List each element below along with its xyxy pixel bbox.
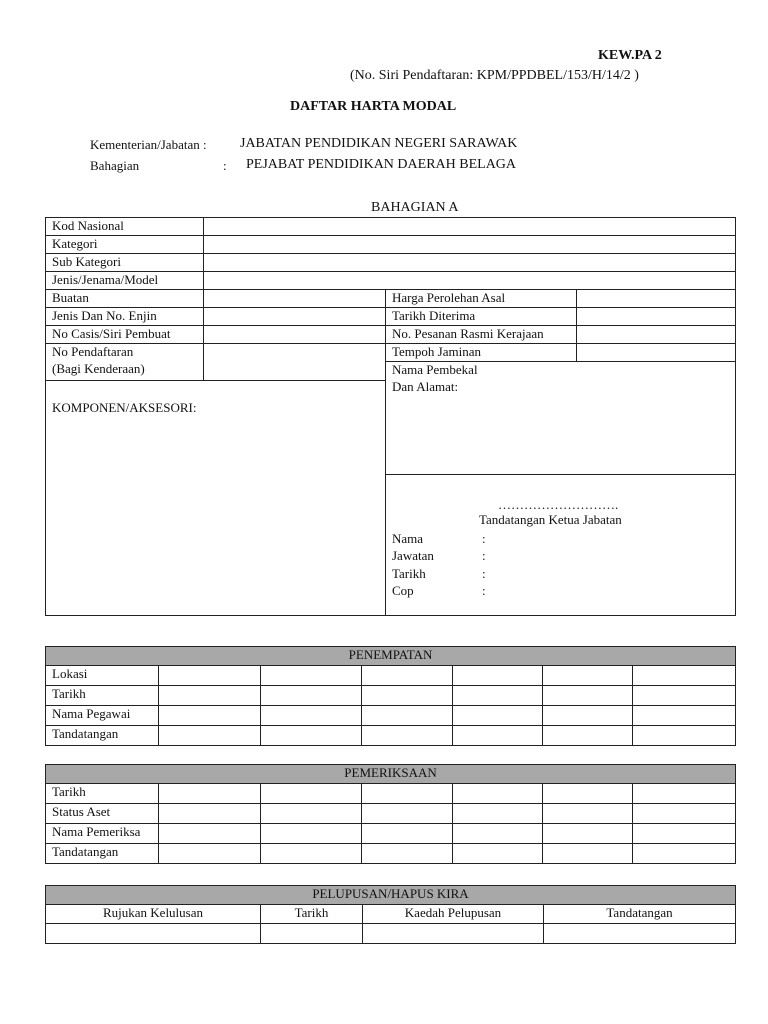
label-sub-kategori: Sub Kategori (46, 254, 204, 272)
label-no-casis: No Casis/Siri Pembuat (46, 326, 204, 344)
value-buatan[interactable] (204, 290, 386, 308)
penempatan-cell[interactable] (633, 686, 736, 706)
pemeriksaan-cell[interactable] (633, 804, 736, 824)
ministry-value: JABATAN PENDIDIKAN NEGERI SARAWAK (240, 136, 518, 151)
value-jenis-jenama-model[interactable] (204, 272, 736, 290)
pemeriksaan-cell[interactable] (159, 824, 261, 844)
pelupusan-cell[interactable] (261, 924, 363, 944)
pemeriksaan-cell[interactable] (261, 784, 362, 804)
form-title: DAFTAR HARTA MODAL (290, 99, 457, 114)
value-no-pesanan[interactable] (577, 326, 736, 344)
pemeriksaan-cell[interactable] (261, 804, 362, 824)
signature-dots: ………………………. (498, 497, 619, 512)
pemeriksaan-title: PEMERIKSAAN (46, 765, 736, 784)
label-buatan: Buatan (46, 290, 204, 308)
pemeriksaan-cell[interactable] (453, 784, 543, 804)
pemeriksaan-label-status-aset: Status Aset (46, 804, 159, 824)
form-code: KEW.PA 2 (598, 48, 662, 63)
penempatan-cell[interactable] (261, 686, 362, 706)
penempatan-label-lokasi: Lokasi (46, 666, 159, 686)
pemeriksaan-cell[interactable] (543, 804, 633, 824)
pemeriksaan-cell[interactable] (159, 804, 261, 824)
pelupusan-table (45, 885, 736, 944)
pemeriksaan-label-tarikh: Tarikh (46, 784, 159, 804)
pelupusan-col-rujukan: Rujukan Kelulusan (46, 905, 261, 924)
value-kategori[interactable] (204, 236, 736, 254)
pemeriksaan-cell[interactable] (543, 784, 633, 804)
penempatan-cell[interactable] (261, 726, 362, 746)
label-jenis-enjin: Jenis Dan No. Enjin (46, 308, 204, 326)
penempatan-label-tarikh: Tarikh (46, 686, 159, 706)
pemeriksaan-cell[interactable] (362, 844, 453, 864)
signature-cell (386, 475, 736, 616)
pelupusan-cell[interactable] (363, 924, 544, 944)
pelupusan-col-tandatangan: Tandatangan (544, 905, 736, 924)
label-kategori: Kategori (46, 236, 204, 254)
sign-colon-nama: : (482, 531, 486, 546)
signature-title: Tandatangan Ketua Jabatan (479, 512, 622, 527)
penempatan-cell[interactable] (453, 726, 543, 746)
label-tempoh-jaminan: Tempoh Jaminan (386, 344, 577, 362)
penempatan-cell[interactable] (453, 686, 543, 706)
penempatan-cell[interactable] (543, 706, 633, 726)
part-a-title: BAHAGIAN A (371, 200, 459, 215)
value-tempoh-jaminan[interactable] (577, 344, 736, 362)
pemeriksaan-table (45, 764, 736, 864)
penempatan-cell[interactable] (453, 666, 543, 686)
penempatan-title: PENEMPATAN (46, 647, 736, 666)
value-harga[interactable] (577, 290, 736, 308)
pembekal-line1: Nama Pembekal (392, 362, 478, 377)
pemeriksaan-cell[interactable] (159, 784, 261, 804)
pembekal-line2: Dan Alamat: (392, 379, 459, 394)
ministry-label: Kementerian/Jabatan : (90, 137, 207, 152)
label-no-pesanan: No. Pesanan Rasmi Kerajaan (386, 326, 577, 344)
penempatan-cell[interactable] (362, 706, 453, 726)
pemeriksaan-cell[interactable] (261, 824, 362, 844)
penempatan-cell[interactable] (633, 666, 736, 686)
penempatan-cell[interactable] (543, 666, 633, 686)
pemeriksaan-cell[interactable] (543, 824, 633, 844)
pemeriksaan-cell[interactable] (633, 784, 736, 804)
value-kod-nasional[interactable] (204, 218, 736, 236)
komponen-label: KOMPONEN/AKSESORI: (52, 400, 197, 415)
label-harga: Harga Perolehan Asal (386, 290, 577, 308)
sign-label-cop: Cop (392, 583, 414, 598)
pelupusan-col-tarikh: Tarikh (261, 905, 363, 924)
penempatan-cell[interactable] (159, 726, 261, 746)
penempatan-label-tandatangan: Tandatangan (46, 726, 159, 746)
division-label: Bahagian (90, 158, 140, 173)
pemeriksaan-cell[interactable] (362, 784, 453, 804)
pemeriksaan-cell[interactable] (633, 824, 736, 844)
label-kod-nasional: Kod Nasional (46, 218, 204, 236)
sign-colon-tarikh: : (482, 566, 486, 581)
penempatan-cell[interactable] (159, 706, 261, 726)
sign-label-jawatan: Jawatan (392, 548, 434, 563)
sign-colon-jawatan: : (482, 548, 486, 563)
sign-label-nama: Nama (392, 531, 424, 546)
penempatan-cell[interactable] (543, 686, 633, 706)
penempatan-cell[interactable] (633, 726, 736, 746)
label-no-pendaftaran (46, 344, 204, 381)
penempatan-cell[interactable] (633, 706, 736, 726)
value-no-casis[interactable] (204, 326, 386, 344)
pemeriksaan-cell[interactable] (362, 804, 453, 824)
pelupusan-cell[interactable] (46, 924, 261, 944)
pemeriksaan-cell[interactable] (453, 844, 543, 864)
penempatan-cell[interactable] (159, 666, 261, 686)
serial-number: (No. Siri Pendaftaran: KPM/PPDBEL/153/H/14/2 ) (350, 68, 639, 83)
pemeriksaan-cell[interactable] (453, 804, 543, 824)
pelupusan-cell[interactable] (544, 924, 736, 944)
value-jenis-enjin[interactable] (204, 308, 386, 326)
pemeriksaan-label-nama-pemeriksa: Nama Pemeriksa (46, 824, 159, 844)
sign-label-tarikh: Tarikh (392, 566, 426, 581)
penempatan-table (45, 646, 736, 746)
label-jenis-jenama-model: Jenis/Jenama/Model (46, 272, 204, 290)
penempatan-cell[interactable] (362, 726, 453, 746)
penempatan-cell[interactable] (261, 706, 362, 726)
no-pendaftaran-line1: No Pendaftaran (52, 344, 134, 359)
pemeriksaan-cell[interactable] (362, 824, 453, 844)
value-tarikh-diterima[interactable] (577, 308, 736, 326)
penempatan-cell[interactable] (362, 666, 453, 686)
sign-colon-cop: : (482, 583, 486, 598)
pemeriksaan-cell[interactable] (543, 844, 633, 864)
pemeriksaan-label-tandatangan: Tandatangan (46, 844, 159, 864)
pemeriksaan-cell[interactable] (159, 844, 261, 864)
label-tarikh-diterima: Tarikh Diterima (386, 308, 577, 326)
division-value: PEJABAT PENDIDIKAN DAERAH BELAGA (246, 157, 517, 172)
pelupusan-col-kaedah: Kaedah Pelupusan (363, 905, 544, 924)
pembekal-cell[interactable] (386, 362, 736, 475)
pemeriksaan-cell[interactable] (633, 844, 736, 864)
pemeriksaan-cell[interactable] (453, 824, 543, 844)
division-colon: : (223, 158, 227, 173)
komponen-cell[interactable] (46, 381, 386, 616)
no-pendaftaran-line2: (Bagi Kenderaan) (52, 361, 145, 376)
value-no-pendaftaran[interactable] (204, 344, 386, 381)
pemeriksaan-cell[interactable] (261, 844, 362, 864)
part-a-table (45, 217, 736, 616)
penempatan-cell[interactable] (543, 726, 633, 746)
pelupusan-title: PELUPUSAN/HAPUS KIRA (46, 886, 736, 905)
penempatan-cell[interactable] (453, 706, 543, 726)
penempatan-cell[interactable] (362, 686, 453, 706)
penempatan-cell[interactable] (261, 666, 362, 686)
penempatan-label-nama-pegawai: Nama Pegawai (46, 706, 159, 726)
value-sub-kategori[interactable] (204, 254, 736, 272)
penempatan-cell[interactable] (159, 686, 261, 706)
